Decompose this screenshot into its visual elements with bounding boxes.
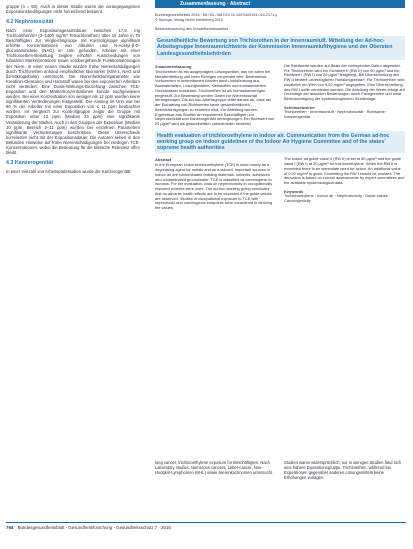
english-article-title: Health evaluation of trichloroethylene in indoor air. Communication from the German ad-hoc working group on indoor guidelines of the Indoor Air Hygiene Committee and of the states’ supreme health authorities	[157, 132, 390, 152]
german-article-title: Gesundheitliche Bewertung von Trichlorethen in der Innenraumluft. Mitteilung der Ad-hoc-Arbeitsgruppe Innenraumrichtwerte der Kommission Innenraumlufthygiene und der Obersten Landesgesundheitsbehörden	[157, 38, 393, 57]
abstract-banner: Zusammenfassung · Abstract	[155, 0, 405, 8]
journal-footer-text: Bundesgesundheitsblatt - Gesundheitsforschung - Gesundheitsschutz 7 · 2015	[17, 525, 171, 530]
section-heading-carcinogenicity: 4.3 Kanzerogenität	[6, 159, 54, 166]
german-abstract-label: Zusammenfassung	[155, 63, 192, 69]
english-keywords-label: Keywords	[284, 188, 304, 194]
german-abstract-text-left: Trichlorethen ist ein ausgeprägtes Lösungsmittel, das vor allem bei Metallentfettung und beim Reinigen verwendet wird. Bedeutende Vorkommen in Innenräumen können durch Ausdünstung aus Baumaterialien, Lösungsmitteln, Klebstoffen und kontaminiertem Grundwasser entstehen. Trichlorethen ist als humankanzerogen eingestuft. Zur Bewertung werden Daten zur Nierentoxizität herangezogen. Die Ad-hoc-Arbeitsgruppe leitet daraus ab, dass bei der Einhaltung von Richtwerten keine gesundheitlichen Beeinträchtigungen zu erwarten sind. Zur Ableitung wurden Ergebnisse aus Studien an exponierten Beschäftigten zur Nephrotoxizität und Kanzerogenität herangezogen. Ein Richtwert von 20 µg/m³ wird als gesundheitlich unbedenklich bewertet.	[155, 68, 275, 127]
right-column	[155, 0, 405, 481]
body-text-lower-right: Studien waren widersprüchlich; nur in wenigen Studien fand sich eine höhere Expositionsgruppe. Trichlorethen, während bei Expositionen gegenüber anderen Lösungsmitteln keine Erhöhungen vorlagen.	[284, 460, 401, 481]
english-title-box	[155, 131, 405, 154]
german-abstract-text-right: Die Richtwerte werden auf Basis der vorliegenden Daten abgeleitet. Für Trichlorethen wird ein Richtwert II (RW II) von 60 µg/m³ und ein Richtwert I (RW I) von 20 µg/m³ festgelegt. Bei Überschreitung des RW II besteht unverzüglicher Handlungsbedarf. Für Trichlorethen wird zusätzlich ein Wert von 0,02 mg/m³ angegeben. Eine Überschreitung des RW I sollte vermieden werden. Die Ableitung der Werte erfolgt auf Grundlage der aktuellen Bewertungen durch Fachgremien und unter Berücksichtigung der epidemiologischen Studienlage.	[284, 62, 405, 102]
intro-paragraph: gruppe (n = 60). Auch in dieser Studie waren die vorangegangenen Expositionsbedingungen nicht hinreichend bekannt.	[6, 4, 140, 15]
english-abstract-right	[284, 157, 405, 211]
announcement-label: Bekanntmachung des Umweltbundesamtes	[155, 27, 229, 32]
english-abstract-text-left: In the European Union trichloroethylene (TCE) is used mainly as a degreasing agent for metals and as a solvent. Important sources in indoor air are contaminated building materials, solvents, adhesives and contaminated groundwater. TCE is classified as carcinogenic to humans. For the evaluation, data on nephrotoxicity in occupationally exposed workers were used. The ad-hoc working group concludes that no adverse health effects are to be expected if the guide values are observed. Studies of occupational exposure to TCE with nephrotoxic and carcinogenic endpoints were considered in deriving the values.	[155, 162, 273, 211]
page-footer	[6, 525, 171, 530]
copyright-line: © Springer-Verlag Berlin Heidelberg 2015	[155, 17, 223, 22]
german-keywords-label: Schlüsselwörter	[284, 104, 315, 110]
left-column	[6, 4, 140, 174]
english-abstract-label: Abstract	[155, 157, 172, 163]
german-keywords: Trichlorethen · Innenraumluft · Nephrotoxizität · Richtwerte · Kanzerogenität	[284, 108, 388, 119]
citation-line: Bundesgesundheitsbl 2015 · 58:763–768 DOI 10.1007/s00103-015-2171-y	[155, 13, 278, 17]
german-title-box	[155, 36, 405, 60]
nephrotoxicity-paragraph: Nach einer Expositionsgesamtdauer zwischen 17,5 mg Trichlorethen/m³ (3–1400 mg/m³ Tetrachlorethen) über 15 Jahre in 70 Beschäftigten zur Vergleichsgruppe mit Kontrollgruppe signifikant erhöhte Konzentrationen von Albumin und N-Acetyl-β-D-glucosaminidase (NAG) im Urin gefunden. Arbeiter mit einer Trichloroethen-Belastung zeigten erhöhte Ausscheidungen von tubulären Markerproteinen sowie vorübergehende Funktionsstörungen der Niere. In einer neuen Studie wurden frühe Nierenschädigungen durch Trichlorethen anhand empfindlicher Biomarker (KIM-1, NAG und β2-Mikroglobulin) untersucht. Die Nierenfunktionsparameter wie Kreatinin-Clearance und Harnstoff waren bei den exponierten Arbeitern nicht verändert. Eine Dosis-Wirkungs-Beziehung zwischen TCE-Exposition und den Markerkonzentrationen konnte nachgewiesen werden. Bei einer Konzentration von weniger als 12 ppm wurden keine signifikanten Veränderungen festgestellt. Der Anstieg im Urin war bei 80 % der Arbeiter mit einer Exposition von ≤ 11 ppm beobachtet worden. Im Vergleich zur Kontrollgruppe zeigte die Gruppe mit Exposition unter 12 ppm (Median 23 ppm) eine signifikante Veränderung der Marker. Auch in den Gruppen der Exposition (Median 10 ppm, Bereich 2–11 ppm) wurden bei einzelnen Parametern signifikante Veränderungen beschrieben. Diese Unterschiede korrelierten nicht mit der Expositionsdauer. Die Autoren sehen in den Befunden Hinweise auf frühe Nierenschädigungen bei niedrigen TCE-Konzentrationen, wobei die Bedeutung für die klinische Relevanz offen bleibt.	[6, 27, 140, 156]
english-abstract	[155, 157, 405, 211]
section-heading-nephrotoxicity: 4.2 Nephrotoxizität	[6, 18, 54, 25]
body-text-lower-left: lung cancer, trichloroethylene exposure for Beschäftigten. Nach Laboratory studies. Numerous cancers, Leber-cancer, Non-Hodgkin-Lymphomen (NHL) sowie Nierenkarzinomen untersucht.	[155, 460, 274, 476]
english-abstract-text-right: The indoor air guide value II (RW II) is set at 60 µg/m³ and the guide value I (RW I) at 20 µg/m³ for trichloroethylene. When the RW II is exceeded there is an immediate need for action. An additional value of 0.02 mg/m³ is given. Exceeding the RW I should be avoided. The derivation is based on current assessments by expert committees and the available epidemiological data.	[284, 156, 405, 186]
english-abstract-left	[155, 157, 276, 211]
footer-divider	[6, 522, 406, 523]
citation-block	[155, 13, 405, 22]
carcinogenicity-paragraph: In einer Vielzahl von Arbeitsplatzstudien wurde die Kanzerogenität	[6, 168, 131, 174]
page-number: 764	[6, 525, 14, 530]
german-abstract-left	[155, 64, 276, 127]
english-keywords: Trichloroethylene · Indoor air · Nephrotoxicity · Guide values · Carcinogenicity	[284, 192, 391, 203]
german-abstract	[155, 64, 405, 127]
german-abstract-right	[284, 64, 405, 127]
